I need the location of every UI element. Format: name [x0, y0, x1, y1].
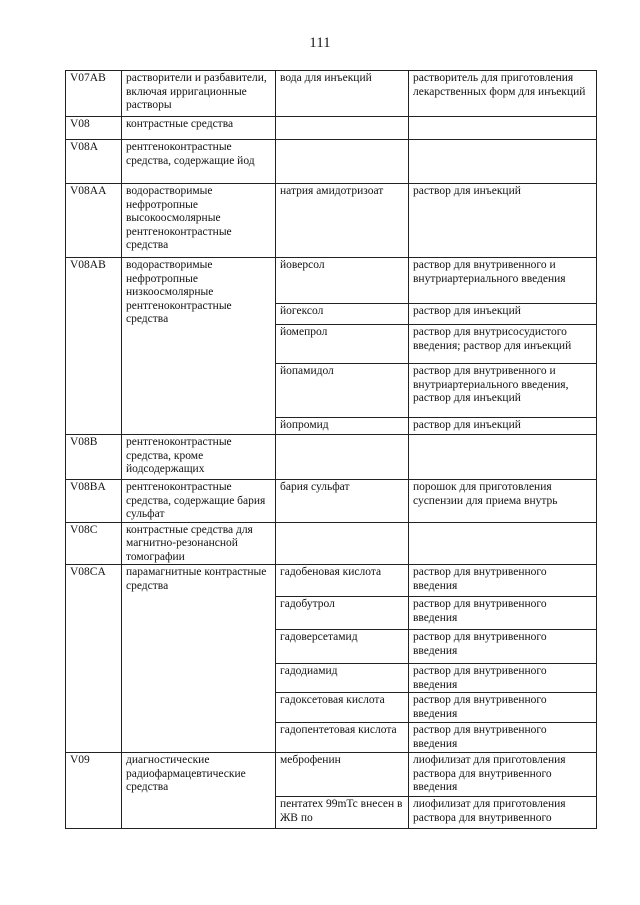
dosage-form: порошок для приготовления суспензии для приема внутрь [409, 480, 597, 523]
atc-group: диагностические радиофармацевтические средства [122, 753, 276, 829]
drug-name: гадобеновая кислота [276, 565, 409, 597]
drug-name: бария сульфат [276, 480, 409, 523]
atc-code: V08 [66, 117, 122, 140]
table-row [66, 435, 597, 480]
dosage-form: раствор для внутривенного введения [409, 597, 597, 630]
drug-name: йопамидол [276, 364, 409, 418]
dosage-form: раствор для внутривенного введения [409, 664, 597, 693]
dosage-form: лиофилизат для приготовления раствора для внутривенного введения [409, 753, 597, 797]
drug-name: натрия амидотризоат [276, 184, 409, 258]
drug-name [276, 140, 409, 184]
table-row [66, 565, 597, 597]
drug-name [276, 435, 409, 480]
dosage-form: лиофилизат для приготовления раствора для внутривенного [409, 797, 597, 829]
table-row [66, 140, 597, 184]
atc-group: рентгеноконтрастные средства, содержащие бария сульфат [122, 480, 276, 523]
dosage-form: раствор для внутрисосудистого введения; раствор для инъекций [409, 325, 597, 364]
drug-name: йогексол [276, 304, 409, 325]
dosage-form: раствор для внутривенного и внутриартериального введения, раствор для инъекций [409, 364, 597, 418]
drug-name: гадоксетовая кислота [276, 693, 409, 723]
dosage-form: раствор для инъекций [409, 418, 597, 435]
atc-code: V08B [66, 435, 122, 480]
atc-group: водорастворимые нефротропные низкоосмолярные рентгеноконтрастные средства [122, 258, 276, 435]
dosage-form: раствор для внутривенного введения [409, 565, 597, 597]
drug-name [276, 117, 409, 140]
dosage-form: раствор для внутривенного и внутриартериального введения [409, 258, 597, 304]
table-row [66, 117, 597, 140]
dosage-form: растворитель для приготовления лекарственных форм для инъекций [409, 71, 597, 117]
atc-code: V08C [66, 522, 122, 565]
atc-code: V08A [66, 140, 122, 184]
atc-group: рентгеноконтрастные средства, содержащие йод [122, 140, 276, 184]
table-row [66, 258, 597, 304]
table-row [66, 71, 597, 117]
drug-name: гадоверсетамид [276, 630, 409, 664]
drug-name: гадобутрол [276, 597, 409, 630]
atc-group: контрастные средства [122, 117, 276, 140]
drug-name: йопромид [276, 418, 409, 435]
drug-name: меброфенин [276, 753, 409, 797]
drug-name: пентатех 99mTc внесен в ЖВ по [276, 797, 409, 829]
drug-name: йоверсол [276, 258, 409, 304]
atc-group: рентгеноконтрастные средства, кроме йодсодержащих [122, 435, 276, 480]
atc-group: растворители и разбавители, включая ирригационные растворы [122, 71, 276, 117]
atc-code: V07AB [66, 71, 122, 117]
atc-group: контрастные средства для магнитно-резонансной томографии [122, 522, 276, 565]
drug-table [65, 70, 597, 829]
atc-code: V08AB [66, 258, 122, 435]
atc-code: V08CA [66, 565, 122, 753]
table-row [66, 480, 597, 523]
table-row [66, 522, 597, 565]
dosage-form: раствор для внутривенного введения [409, 723, 597, 753]
atc-group: парамагнитные контрастные средства [122, 565, 276, 753]
table-row [66, 753, 597, 797]
table-row [66, 184, 597, 258]
dosage-form: раствор для инъекций [409, 184, 597, 258]
page-number: 111 [309, 35, 331, 51]
atc-code: V08BA [66, 480, 122, 523]
dosage-form: раствор для внутривенного введения [409, 630, 597, 664]
drug-name: йомепрол [276, 325, 409, 364]
atc-code: V09 [66, 753, 122, 829]
dosage-form: раствор для инъекций [409, 304, 597, 325]
atc-group: водорастворимые нефротропные высокоосмолярные рентгеноконтрастные средства [122, 184, 276, 258]
dosage-form [409, 140, 597, 184]
dosage-form [409, 117, 597, 140]
drug-name: гадодиамид [276, 664, 409, 693]
dosage-form: раствор для внутривенного введения [409, 693, 597, 723]
drug-name: вода для инъекций [276, 71, 409, 117]
dosage-form [409, 522, 597, 565]
atc-code: V08AA [66, 184, 122, 258]
dosage-form [409, 435, 597, 480]
drug-name [276, 522, 409, 565]
drug-name: гадопентетовая кислота [276, 723, 409, 753]
